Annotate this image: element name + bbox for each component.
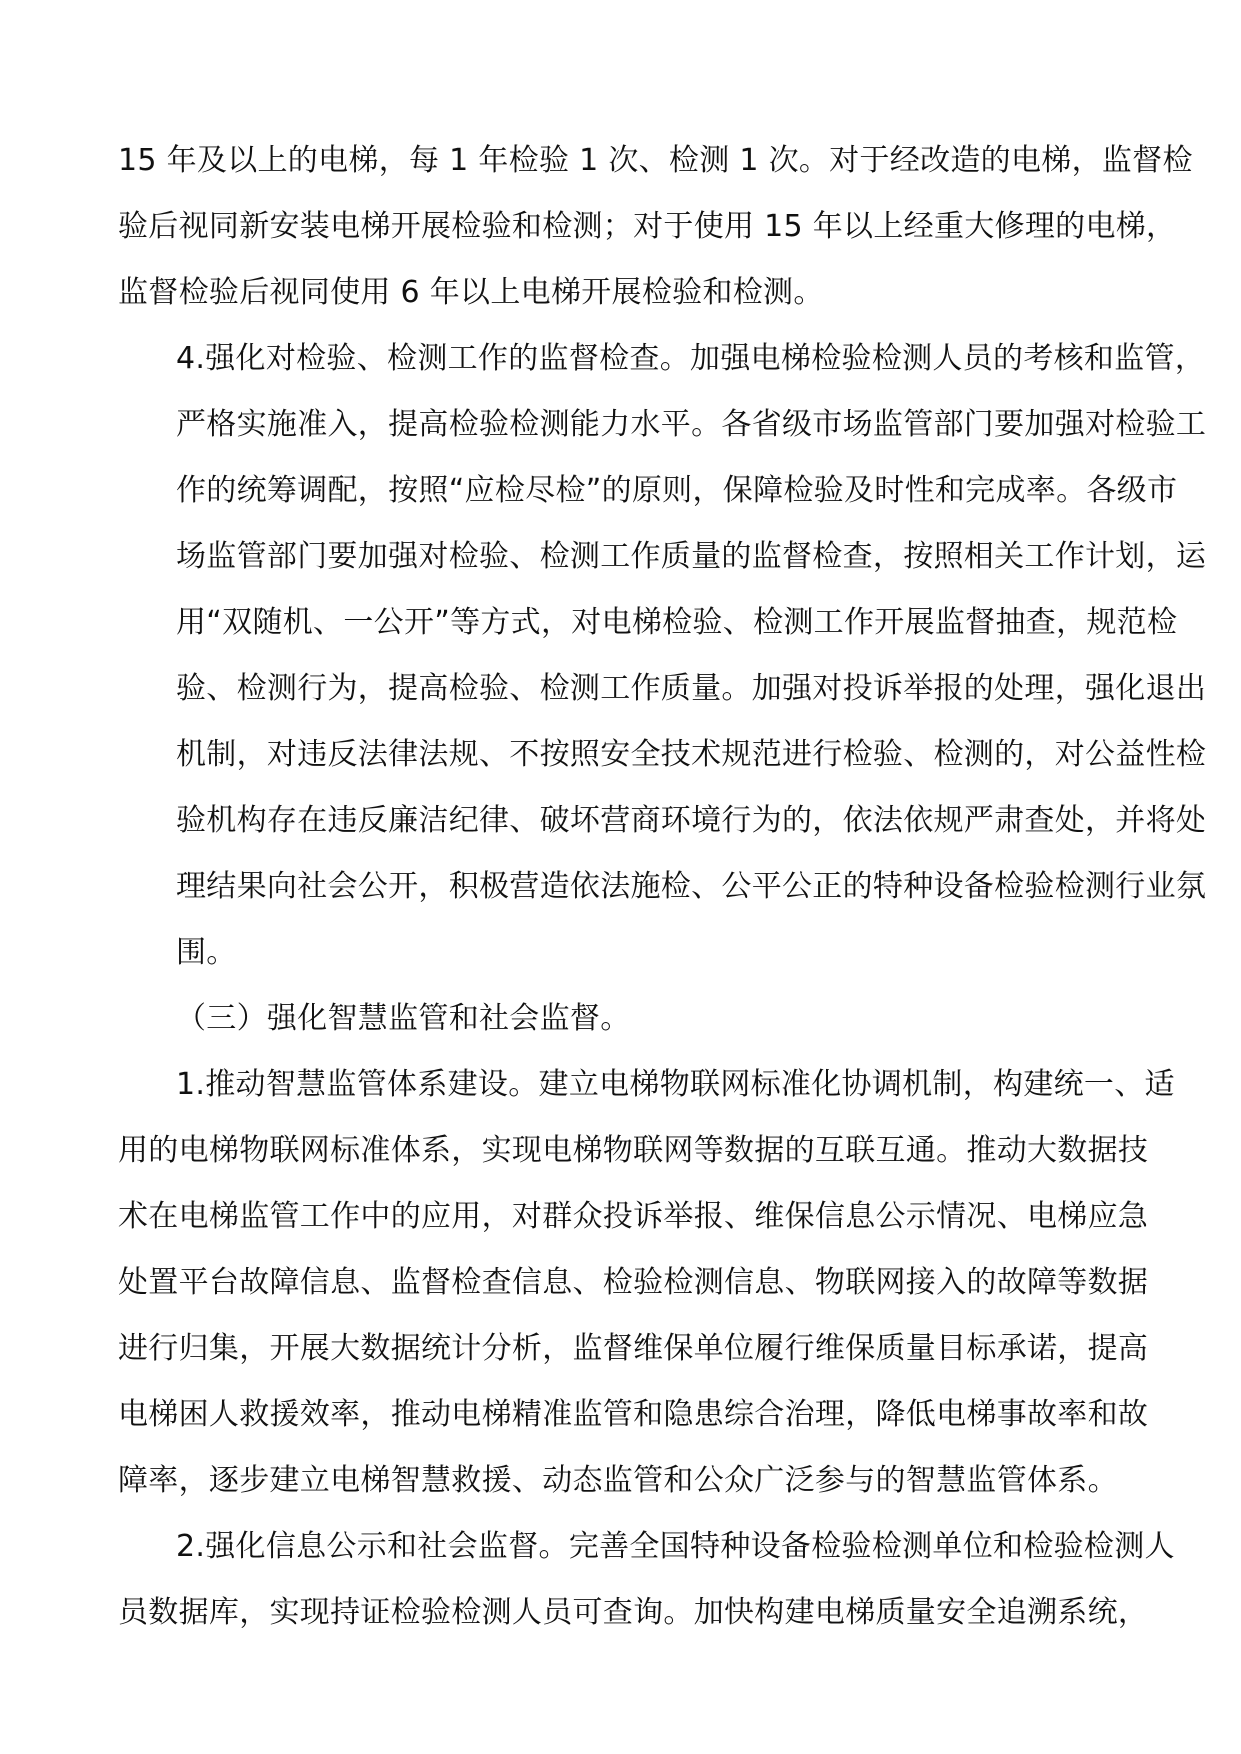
document-body bbox=[118, 128, 1207, 1646]
text-line: 用的电梯物联网标准体系，实现电梯物联网等数据的互联互通。推动大数据技 bbox=[118, 1133, 1149, 1168]
text-line: 用“双随机、一公开”等方式，对电梯检验、检测工作开展监督抽查，规范检 bbox=[176, 605, 1178, 640]
section-heading: （三）强化智慧监管和社会监督。 bbox=[176, 1001, 631, 1036]
text-line: 场监管部门要加强对检验、检测工作质量的监督检查，按照相关工作计划，运 bbox=[176, 539, 1207, 574]
text-line: 术在电梯监管工作中的应用，对群众投诉举报、维保信息公示情况、电梯应急 bbox=[118, 1199, 1149, 1234]
text-line: 验后视同新安装电梯开展检验和检测；对于使用 15 年以上经重大修理的电梯， bbox=[118, 209, 1177, 244]
section-heading-smart-supervision bbox=[118, 986, 1128, 1052]
paragraph-information-disclosure bbox=[118, 1514, 1175, 1646]
text-line: 1.推动智慧监管体系建设。建立电梯物联网标准化协调机制，构建统一、适 bbox=[176, 1067, 1175, 1102]
paragraph-inspection-interval bbox=[118, 128, 1193, 326]
text-line: 处置平台故障信息、监督检查信息、检验检测信息、物联网接入的故障等数据 bbox=[118, 1265, 1149, 1300]
text-line: 作的统筹调配，按照“应检尽检”的原则，保障检验及时性和完成率。各级市 bbox=[176, 473, 1178, 508]
text-line: 机制，对违反法律法规、不按照安全技术规范进行检验、检测的，对公益性检 bbox=[176, 737, 1207, 772]
text-line: 理结果向社会公开，积极营造依法施检、公平公正的特种设备检验检测行业氛 bbox=[176, 869, 1207, 904]
text-line: 2.强化信息公示和社会监督。完善全国特种设备检验检测单位和检验检测人 bbox=[176, 1529, 1175, 1564]
text-line: 验、检测行为，提高检验、检测工作质量。加强对投诉举报的处理，强化退出 bbox=[176, 671, 1207, 706]
text-line: 员数据库，实现持证检验检测人员可查询。加快构建电梯质量安全追溯系统， bbox=[118, 1595, 1149, 1630]
paragraph-smart-supervision-system bbox=[118, 1052, 1175, 1514]
text-line: 4.强化对检验、检测工作的监督检查。加强电梯检验检测人员的考核和监管， bbox=[176, 341, 1206, 376]
text-line: 电梯困人救援效率，推动电梯精准监管和隐患综合治理，降低电梯事故率和故 bbox=[118, 1397, 1149, 1432]
text-line: 严格实施准入，提高检验检测能力水平。各省级市场监管部门要加强对检验工 bbox=[176, 407, 1207, 442]
text-line: 进行归集，开展大数据统计分析，监督维保单位履行维保质量目标承诺，提高 bbox=[118, 1331, 1149, 1366]
text-line: 监督检验后视同使用 6 年以上电梯开展检验和检测。 bbox=[118, 275, 824, 310]
text-line: 验机构存在违反廉洁纪律、破坏营商环境行为的，依法依规严肃查处，并将处 bbox=[176, 803, 1207, 838]
text-line: 15 年及以上的电梯，每 1 年检验 1 次、检测 1 次。对于经改造的电梯，监督检 bbox=[118, 143, 1193, 178]
text-line: 围。 bbox=[176, 935, 237, 970]
paragraph-supervision-inspection bbox=[118, 326, 1207, 986]
text-line: 障率，逐步建立电梯智慧救援、动态监管和公众广泛参与的智慧监管体系。 bbox=[118, 1463, 1118, 1498]
